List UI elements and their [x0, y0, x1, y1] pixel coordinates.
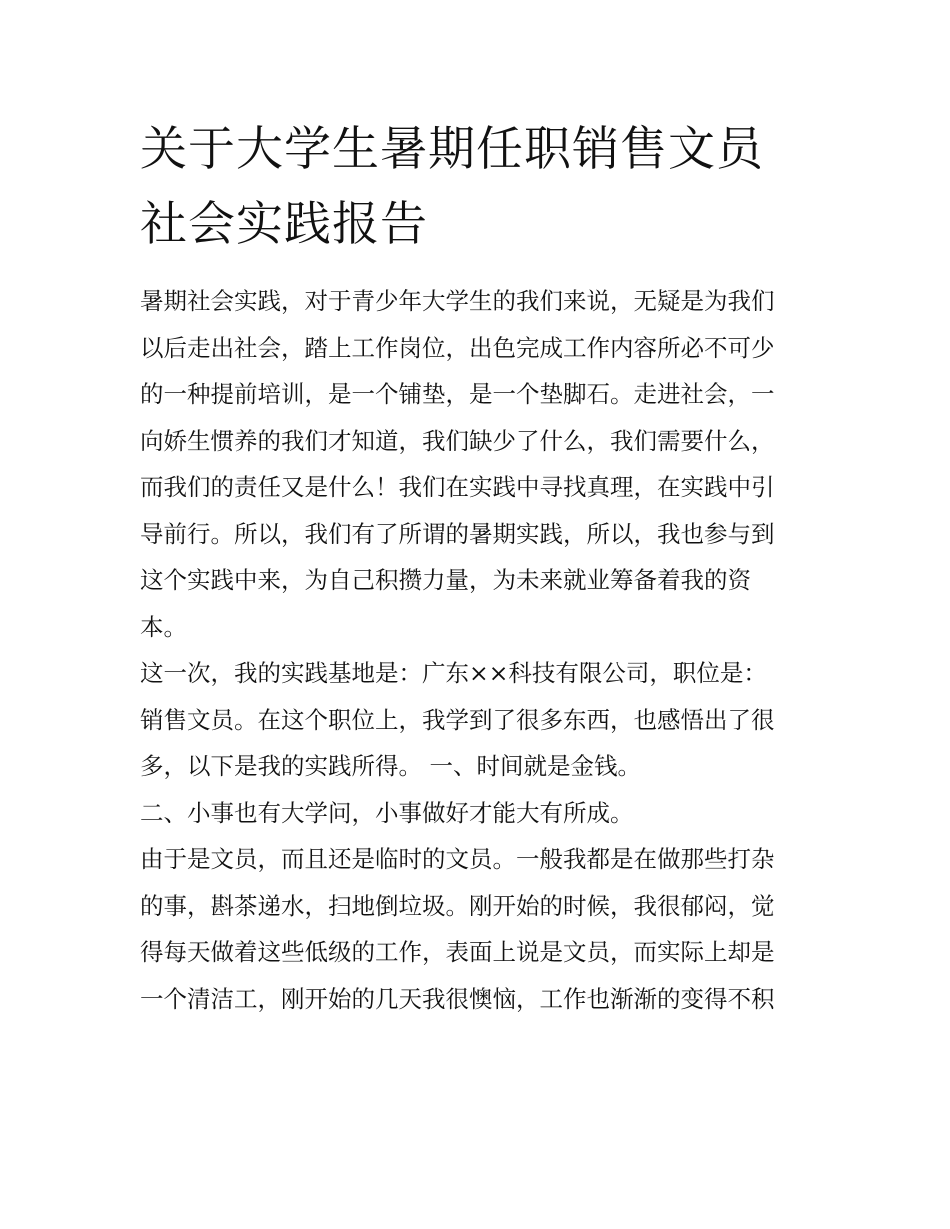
body-line-6: 导前行。所以，我们有了所谓的暑期实践，所以，我也参与到: [140, 519, 775, 548]
body-line-11: 多，以下是我的实践所得。 一、时间就是金钱。: [140, 752, 641, 780]
title-line-2: 社会实践报告: [140, 197, 428, 252]
body-line-5: 而我们的责任又是什么！我们在实践中寻找真理，在实践中引: [140, 473, 775, 501]
body-line-13: 由于是文员，而且还是临时的文员。一般我都是在做那些打杂: [140, 845, 775, 873]
body-line-4: 向娇生惯养的我们才知道，我们缺少了什么，我们需要什么，: [140, 426, 775, 455]
body-line-7: 这个实践中来，为自己积攒力量，为未来就业筹备着我的资: [140, 566, 751, 594]
body-line-3: 的一种提前培训，是一个铺垫，是一个垫脚石。走进社会，一: [140, 380, 775, 408]
body-line-12: 二、小事也有大学问，小事做好才能大有所成。: [140, 798, 634, 827]
document-body: [140, 278, 812, 1022]
body-line-2: 以后走出社会，踏上工作岗位，出色完成工作内容所必不可少: [140, 333, 775, 362]
body-line-1: 暑期社会实践，对于青少年大学生的我们来说，无疑是为我们: [140, 287, 775, 315]
body-line-15: 得每天做着这些低级的工作，表面上说是文员，而实际上却是: [140, 938, 775, 966]
title-line-1: 关于大学生暑期任职销售文员: [140, 122, 764, 177]
body-line-10: 销售文员。在这个职位上，我学到了很多东西，也感悟出了很: [140, 705, 775, 734]
body-line-9: 这一次，我的实践基地是：广东××科技有限公司，职位是：: [140, 659, 767, 687]
body-line-16: 一个清洁工，刚开始的几天我很懊恼，工作也渐渐的变得不积: [140, 984, 775, 1013]
body-line-8: 本。: [140, 612, 187, 641]
body-line-14: 的事，斟茶递水，扫地倒垃圾。刚开始的时候，我很郁闷，觉: [140, 891, 775, 920]
document-title: [140, 112, 820, 262]
